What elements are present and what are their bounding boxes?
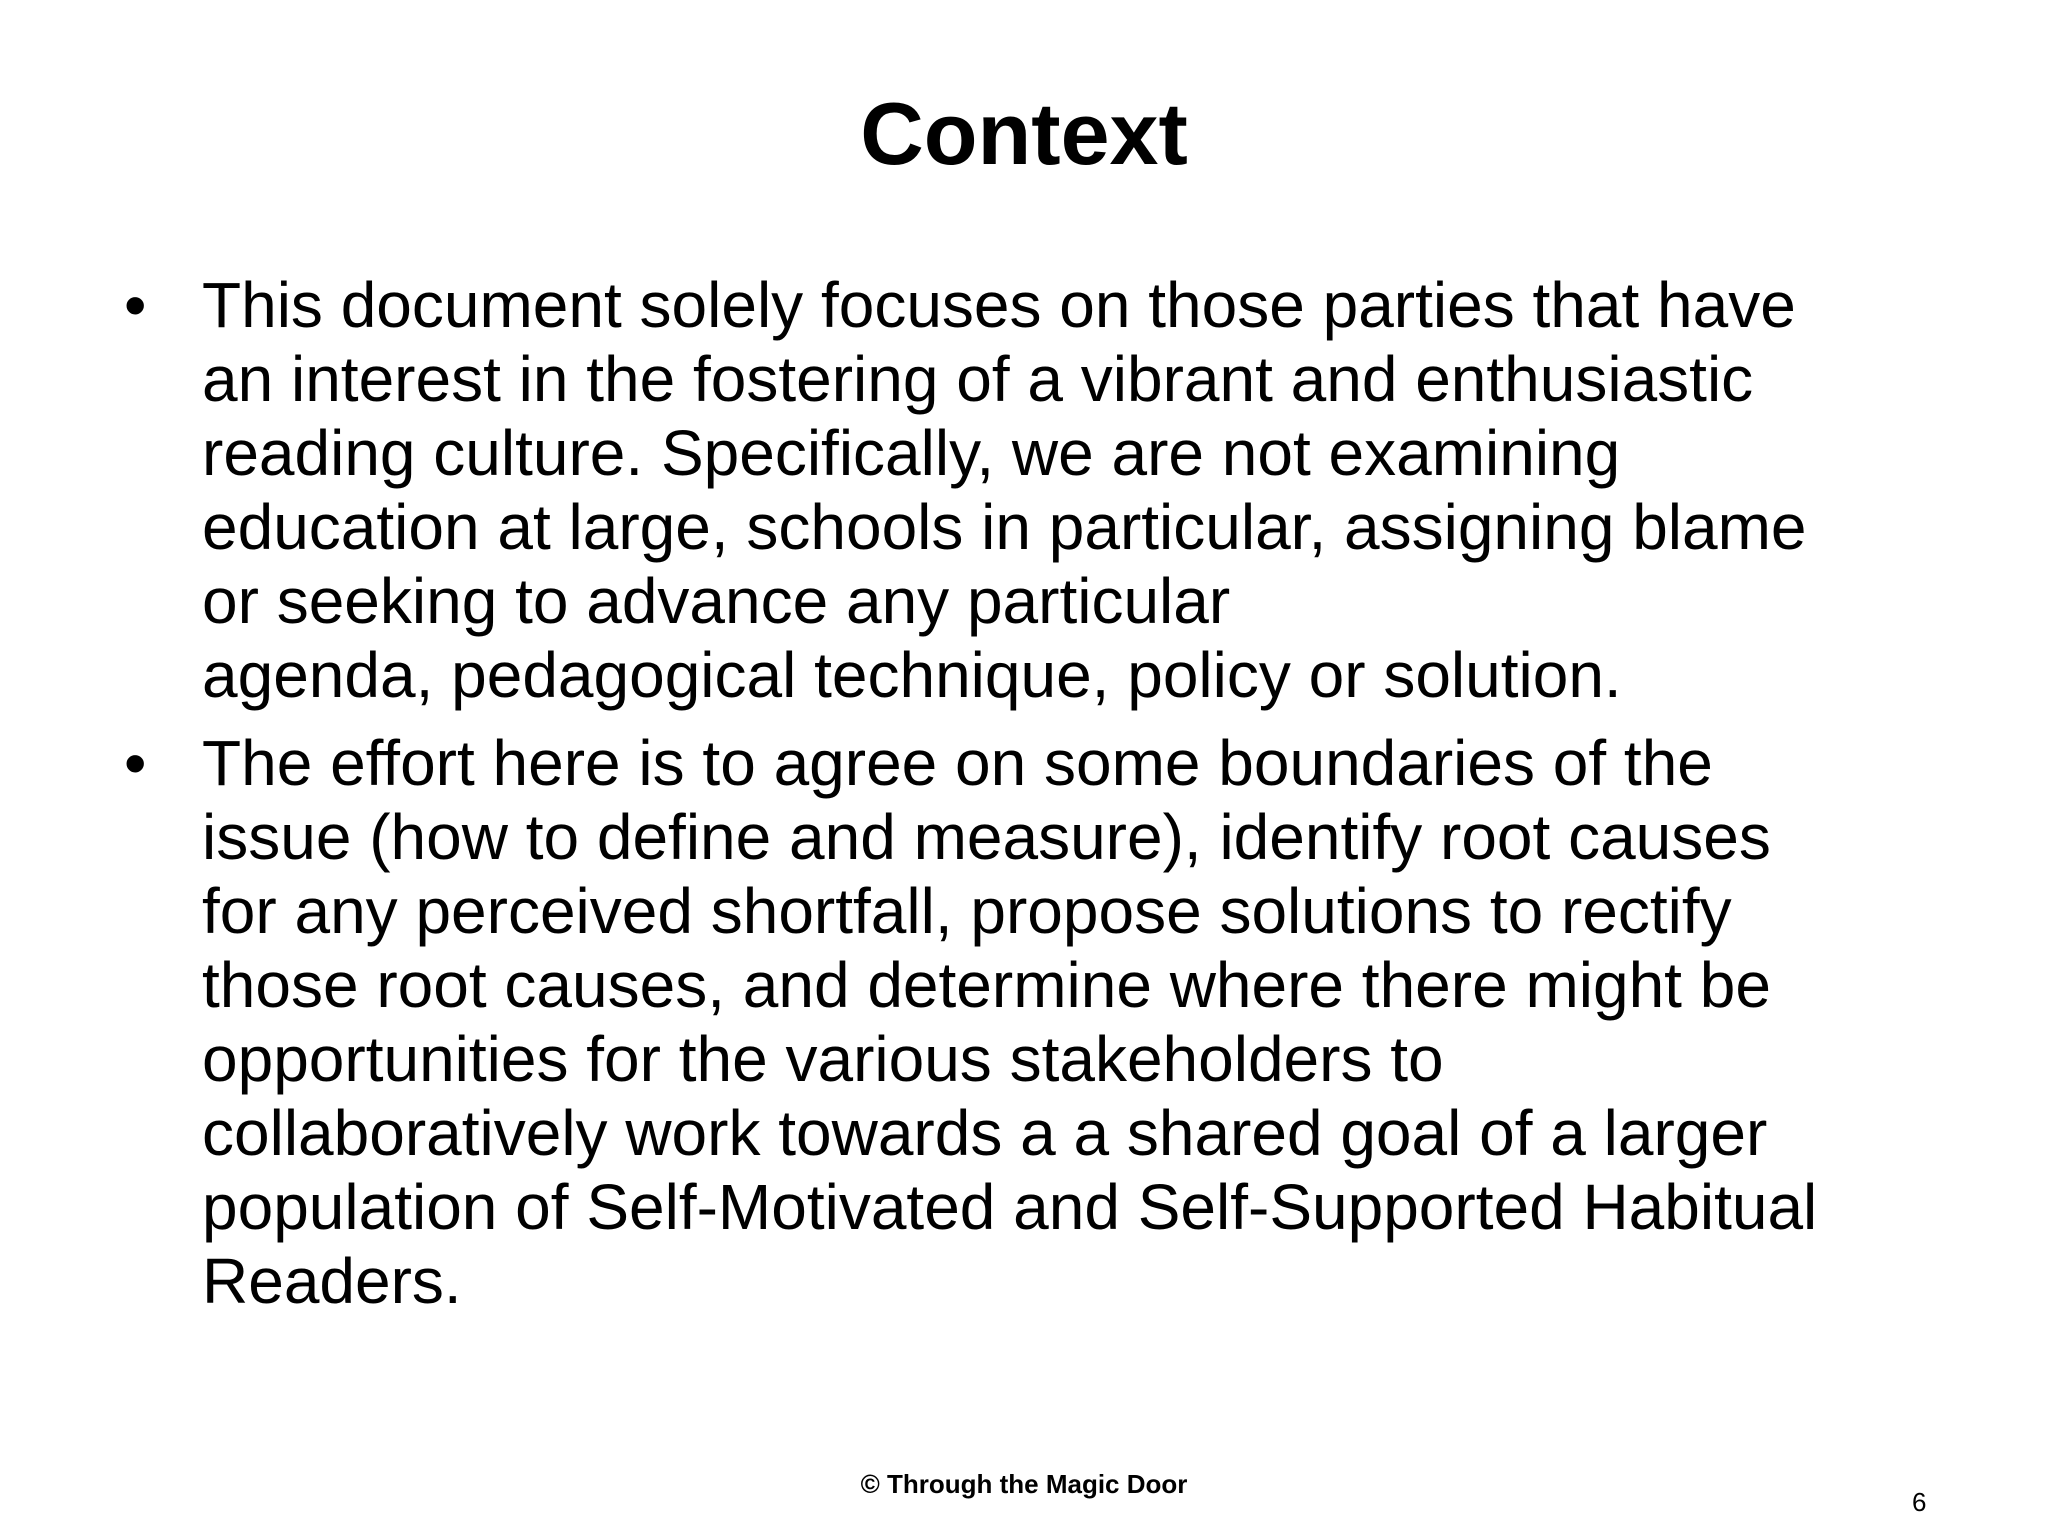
bullet-marker: •	[124, 269, 147, 341]
copyright-footer: © Through the Magic Door	[860, 1469, 1188, 1499]
page-number: 6	[1912, 1487, 1927, 1517]
bullet-item	[124, 268, 1954, 712]
bullet-item	[124, 726, 1954, 1318]
bullet-marker: •	[124, 727, 147, 799]
bullet-text: This document solely focuses on those parties that have an interest in the fostering of a vibrant and enthusiastic reading culture. Specifically, we are not examining education at large, schools in particular, assigning blame or seeking to advance any particular agenda, pedagogical technique, policy or solution.	[202, 269, 1807, 711]
slide-title: Context	[860, 84, 1188, 183]
bullet-list	[124, 268, 1954, 1332]
bullet-text: The effort here is to agree on some boundaries of the issue (how to define and measure), identify root causes for any perceived shortfall, propose solutions to rectify those root causes, and determine where there might be opportunities for the various stakeholders to collaboratively work towards a a shared goal of a larger population of Self-Motivated and Self-Supported Habitual Readers.	[202, 727, 1818, 1317]
